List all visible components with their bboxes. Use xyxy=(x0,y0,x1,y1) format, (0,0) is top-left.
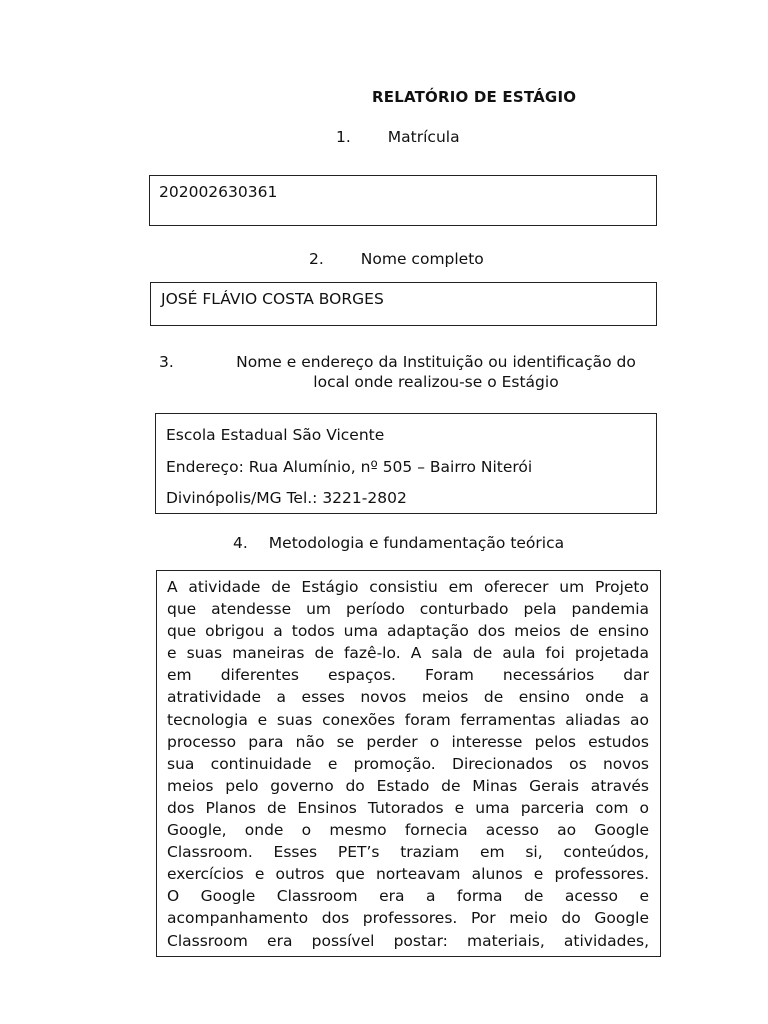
section-number: 3. xyxy=(159,353,174,371)
text-line: que obrigou a todos uma adaptação dos meios de ensino xyxy=(167,622,649,641)
text-line: e suas maneiras de fazê-lo. A sala de aula foi projetada xyxy=(167,644,649,663)
section-heading-text: Matrícula xyxy=(387,128,460,146)
instituicao-city-phone: Divinópolis/MG Tel.: 3221-2802 xyxy=(166,489,407,507)
text-line: Classroom era possível postar: materiais, atividades, xyxy=(167,931,649,950)
section-1-heading xyxy=(336,128,460,146)
instituicao-box xyxy=(155,413,657,514)
text-line: exercícios e outros que norteavam alunos e professores. xyxy=(167,865,649,884)
matricula-box xyxy=(149,175,657,226)
text-line: Classroom. Esses PET’s traziam em si, conteúdos, xyxy=(167,843,649,862)
metodologia-text xyxy=(167,576,649,952)
text-line: sua continuidade e promoção. Direcionados os novos xyxy=(167,754,649,773)
section-heading-line: local onde realizou-se o Estágio xyxy=(313,373,559,391)
text-line: acompanhamento dos professores. Por meio do Google xyxy=(167,909,649,928)
text-line: Google, onde o mesmo fornecia acesso ao Google xyxy=(167,821,649,840)
section-number: 1. xyxy=(336,128,351,146)
nome-box xyxy=(150,282,657,326)
section-3-heading xyxy=(159,352,659,392)
section-heading-line: Nome e endereço da Instituição ou identificação do xyxy=(236,353,636,371)
instituicao-name: Escola Estadual São Vicente xyxy=(166,426,385,444)
text-line: em diferentes espaços. Foram necessários dar xyxy=(167,666,649,685)
text-line: atratividade a esses novos meios de ensino onde a xyxy=(167,688,649,707)
text-line: que atendesse um período conturbado pela pandemia xyxy=(167,600,649,619)
report-title: RELATÓRIO DE ESTÁGIO xyxy=(372,88,577,106)
text-line: tecnologia e suas conexões foram ferramentas aliadas ao xyxy=(167,710,649,729)
instituicao-address: Endereço: Rua Alumínio, nº 505 – Bairro Niterói xyxy=(166,457,533,476)
metodologia-box xyxy=(156,570,661,957)
matricula-value: 202002630361 xyxy=(159,183,278,201)
section-number: 2. xyxy=(309,250,324,268)
text-line: processo para não se perder o interesse pelos estudos xyxy=(167,732,649,751)
section-heading-text: Metodologia e fundamentação teórica xyxy=(268,534,565,552)
section-2-heading xyxy=(309,250,484,268)
nome-value: JOSÉ FLÁVIO COSTA BORGES xyxy=(161,290,384,308)
text-line: A atividade de Estágio consistiu em oferecer um Projeto xyxy=(167,578,649,596)
section-4-heading xyxy=(233,534,564,552)
text-line: meios pelo governo do Estado de Minas Gerais através xyxy=(167,776,649,795)
text-line: O Google Classroom era a forma de acesso e xyxy=(167,887,649,906)
text-line: dos Planos de Ensinos Tutorados e uma parceria com o xyxy=(167,798,649,817)
section-heading-text: Nome completo xyxy=(360,250,484,268)
section-number: 4. xyxy=(233,534,248,552)
